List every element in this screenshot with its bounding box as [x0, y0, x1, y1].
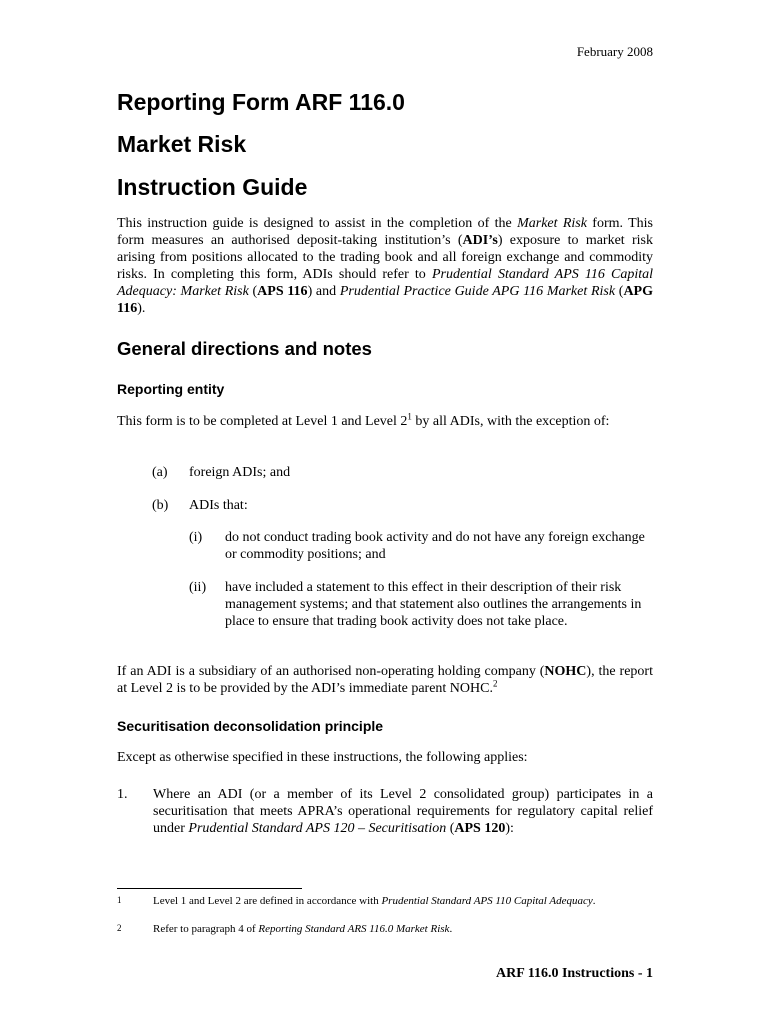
list-item-a: foreign ADIs; and [189, 465, 291, 480]
footnote-ref-1: 1 [407, 411, 412, 422]
securitisation-intro: Except as otherwise specified in these instructions, the following applies: [117, 750, 528, 765]
intro-paragraph: This instruction guide is designed to assist in the completion of the Market Risk form. This form measures an authorised deposit-taking institution’s (ADI’s) exposure to market risk arising from positions allocated to the trading book and all foreign exchange and commodity risks. In completing this form, ADIs should refer to Prudential Standard APS 116 Capital Adequacy: Market Risk (APS 116) and Prudential Practice Guide APG 116 Market Risk (APG 116). [117, 216, 653, 316]
nohc-paragraph: If an ADI is a subsidiary of an authorised non-operating holding company (NOHC), the report at Level 2 is to be provided by the ADI’s immediate parent NOHC.$^2$ [117, 664, 653, 696]
footnote-1: Level 1 and Level 2 are defined in accordance with Prudential Standard APS 110 Capital Adequacy. [153, 895, 596, 907]
footnote-number-1: 1 [117, 895, 122, 905]
form-title: Reporting Form ARF 116.0 [117, 89, 405, 115]
form-subtitle: Market Risk [117, 131, 247, 157]
footnote-ref-2: 2 [492, 678, 498, 689]
section-heading-securitisation: Securitisation deconsolidation principle [117, 718, 384, 734]
numbered-item-1: Where an ADI (or a member of its Level 2 consolidated group) participates in a securitisation that meets APRA’s operational requirements for regulatory capital relief under Prudential Standard APS 120 – Securitisation (APS 120): [153, 787, 653, 836]
page-footer: ARF 116.0 Instructions - 1 [496, 966, 653, 981]
list-label-i: (i) [189, 530, 203, 545]
list-label-ii: (ii) [189, 580, 207, 595]
list-item-ii: have included a statement to this effect in their description of their risk management systems; and that statement also outlines the arrangements in place to ensure that trading book activity does not take place. [225, 580, 642, 629]
footnote-2: Refer to paragraph 4 of Reporting Standard ARS 116.0 Market Risk. [153, 923, 453, 935]
footnote-divider [117, 888, 302, 889]
list-label-a: (a) [152, 465, 168, 480]
list-item-b: ADIs that: [189, 498, 248, 513]
section-heading-general: General directions and notes [117, 338, 372, 359]
list-item-i: do not conduct trading book activity and do not have any foreign exchange or commodity positions; and [225, 530, 645, 562]
reporting-entity-paragraph: This form is to be completed at Level 1 and Level $2^1$ by all ADIs, with the exception of: [117, 411, 610, 429]
section-heading-reporting-entity: Reporting entity [117, 381, 225, 397]
list-label-b: (b) [152, 498, 169, 513]
numbered-label-1: 1. [117, 787, 128, 802]
document-date: February 2008 [576, 44, 653, 59]
guide-title: Instruction Guide [117, 174, 308, 200]
footnote-number-2: 2 [117, 923, 122, 933]
